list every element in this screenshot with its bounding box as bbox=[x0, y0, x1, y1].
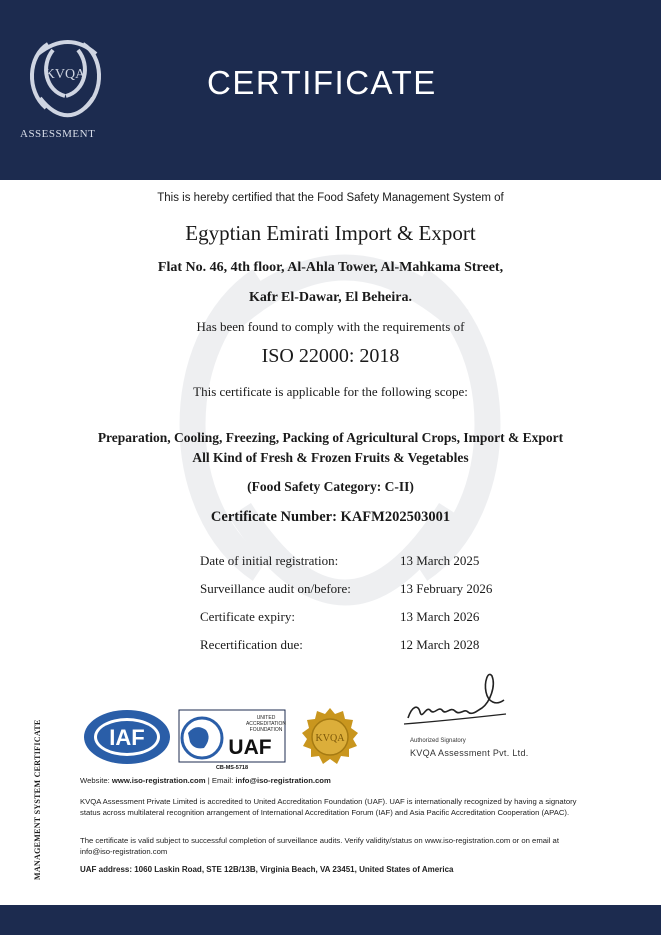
logo-subtitle: ASSESSMENT bbox=[20, 128, 96, 140]
intro-text: This is hereby certified that the Food Safety Management System of bbox=[157, 192, 504, 204]
address-line-1: Flat No. 46, 4th floor, Al-Ahla Tower, Al-Mahkama Street, bbox=[157, 260, 504, 275]
date-value: 13 March 2025 bbox=[400, 553, 480, 568]
contact-line bbox=[80, 775, 590, 786]
food-safety-category: (Food Safety Category: C-II) bbox=[247, 479, 414, 494]
uaf-address: UAF address: 1060 Laskin Road, STE 12B/13B, Virginia Beach, VA 23451, United States of America bbox=[80, 865, 454, 874]
accreditation-text: KVQA Assessment Private Limited is accredited to United Accreditation Foundation (UAF). UAF is internationally recognized by having a signatory status across multilateral recognition arrangement of International Accreditation Forum (IAF) and Asia Pacific Accreditation Cooperation (APAC). bbox=[80, 797, 577, 817]
uaf-heading-2: ACCREDITATION bbox=[245, 721, 286, 727]
company-name: Egyptian Emirati Import & Export bbox=[185, 221, 476, 245]
certificate-header bbox=[0, 0, 661, 180]
iaf-badge-icon bbox=[82, 708, 172, 766]
website-link[interactable]: www.iso-registration.com bbox=[111, 776, 206, 785]
seal-text: KVQA bbox=[315, 733, 345, 744]
address-line-2: Kafr El-Dawar, El Beheira. bbox=[249, 290, 412, 305]
date-label: Recertification due: bbox=[200, 637, 303, 652]
uaf-code: CB-MS-5718 bbox=[215, 765, 249, 770]
website-label: Website: bbox=[80, 776, 112, 785]
date-value: 13 March 2026 bbox=[400, 609, 480, 624]
signatory-company: KVQA Assessment Pvt. Ltd. bbox=[410, 748, 529, 758]
date-label: Date of initial registration: bbox=[200, 553, 339, 568]
scope-intro: This certificate is applicable for the following scope: bbox=[193, 384, 468, 399]
date-label: Certificate expiry: bbox=[200, 609, 295, 624]
certificate-number: Certificate Number: KAFM202503001 bbox=[210, 509, 451, 525]
side-vertical-label: MANAGEMENT SYSTEM CERTIFICATE bbox=[33, 719, 42, 880]
svg-text:KVQA: KVQA bbox=[44, 67, 86, 82]
email-link[interactable]: info@iso-registration.com bbox=[235, 776, 331, 785]
uaf-badge-icon bbox=[178, 708, 286, 770]
uaf-heading-1: UNITED bbox=[256, 715, 276, 721]
uaf-text: UAF bbox=[228, 736, 272, 759]
validity-text: The certificate is valid subject to successful completion of surveillance audits. Verify validity/status on www.iso-registration.com or on email at info@iso-registration.com bbox=[80, 836, 559, 856]
date-label: Surveillance audit on/before: bbox=[200, 581, 351, 596]
scope-line-2: All Kind of Fresh & Frozen Fruits & Vegetables bbox=[192, 450, 469, 465]
footer-bar bbox=[0, 905, 661, 935]
date-value: 12 March 2028 bbox=[400, 637, 480, 652]
email-label: | Email: bbox=[205, 776, 236, 785]
date-value: 13 February 2026 bbox=[400, 581, 493, 596]
iso-standard: ISO 22000: 2018 bbox=[261, 345, 400, 367]
certificate-title: CERTIFICATE bbox=[207, 64, 437, 101]
signature-icon bbox=[400, 666, 510, 736]
compliance-text: Has been found to comply with the requirements of bbox=[196, 319, 465, 334]
gold-seal-icon bbox=[300, 707, 360, 767]
scope-line-1: Preparation, Cooling, Freezing, Packing of Agricultural Crops, Import & Export bbox=[97, 430, 564, 445]
iaf-text: IAF bbox=[109, 725, 145, 750]
uaf-heading-3: FOUNDATION bbox=[249, 727, 283, 733]
signatory-label: Authorized Signatory bbox=[410, 738, 466, 744]
